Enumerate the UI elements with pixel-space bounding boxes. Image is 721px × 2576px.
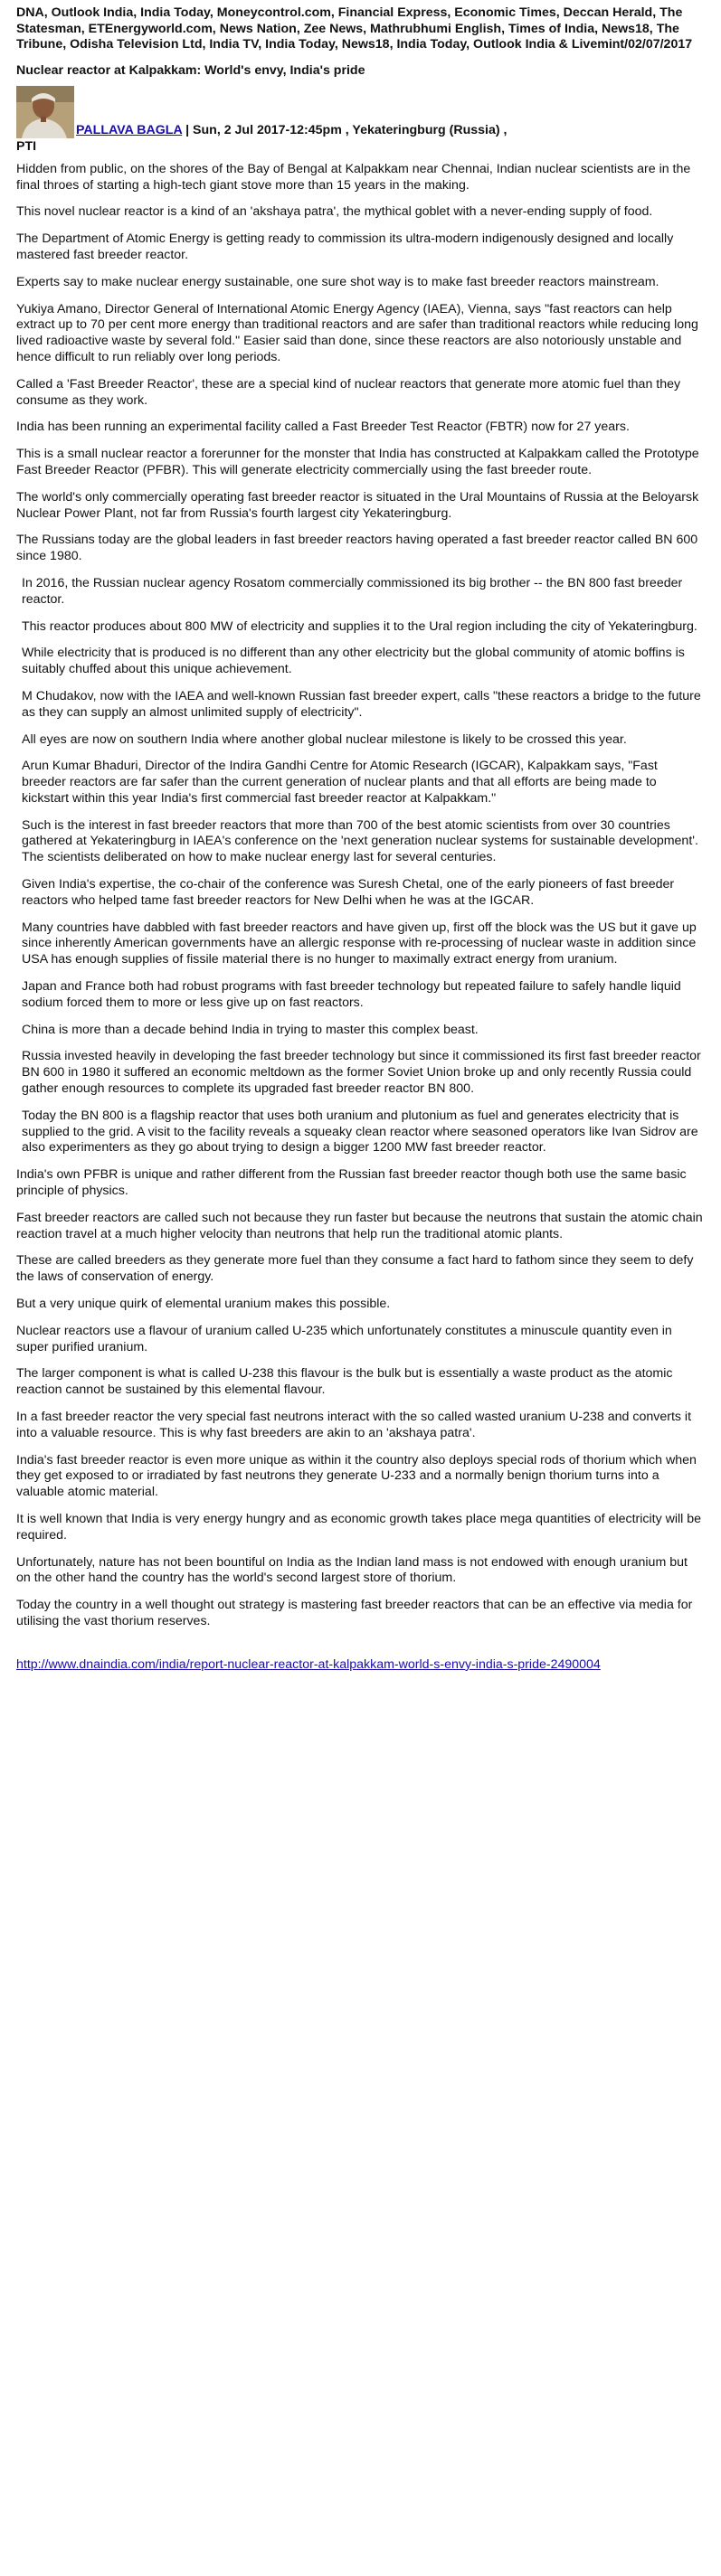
paragraph: In a fast breeder reactor the very special fast neutrons interact with the so called wasted uranium U-238 and converts it into a valuable resource. This is why fast breeders are akin to an 'akshaya patra'.	[16, 1410, 692, 1440]
author-photo-image	[16, 86, 74, 138]
paragraph: Fast breeder reactors are called such not because they run faster but because the neutrons that sustain the atomic chain reaction travel at a much higher velocity than neutrons that help run the traditional atomic plants.	[16, 1210, 703, 1241]
paragraph: Arun Kumar Bhaduri, Director of the Indira Gandhi Centre for Atomic Research (IGCAR), Kalpakkam says, "Fast breeder reactors are far safer than the current generation of nuclear plants and that all efforts are being made to kickstart within this year India's first commercial fast breeder reactor at Kalpakkam."	[22, 759, 658, 806]
paragraph: It is well known that India is very energy hungry and as economic growth takes place mega quantities of electricity will be required.	[16, 1511, 702, 1543]
byline	[16, 86, 705, 138]
source-list: DNA, Outlook India, India Today, Moneycontrol.com, Financial Express, Economic Times, Deccan Herald, The Statesman, ETEnergyworld.com, News Nation, Zee News, Mathrubhumi English, Times of India, News18, The Tribune, Odisha Television Ltd, India TV, India Today, News18, India Today, Outlook India & Livemint/02/07/2017	[16, 5, 693, 52]
paragraph: In 2016, the Russian nuclear agency Rosatom commercially commissioned its big brother -- the BN 800 fast breeder reactor.	[22, 575, 683, 607]
article-body-c	[16, 1167, 705, 1630]
paragraph: This novel nuclear reactor is a kind of an 'akshaya patra', the mythical goblet with a never-ending supply of food.	[16, 204, 653, 220]
paragraph: Russia invested heavily in developing the fast breeder technology but since it commissioned its first fast breeder reactor BN 600 in 1980 it suffered an economic meltdown as the former Soviet Union broke up and only recently Russia could gather enough resources to complete its upgraded fast breeder reactor BN 800.	[22, 1049, 701, 1097]
paragraph: India's fast breeder reactor is even more unique as within it the country also deploys special rods of thorium which when they get exposed to or irradiated by fast neutrons they generate U-233 and a normally benign thorium turns into a valuable atomic material.	[16, 1452, 697, 1500]
paragraph: India's own PFBR is unique and rather different from the Russian fast breeder reactor though both use the same basic principle of physics.	[16, 1167, 687, 1199]
byline-meta: | Sun, 2 Jul 2017-12:45pm , Yekateringburg (Russia) ,	[182, 122, 508, 137]
author-link[interactable]: PALLAVA BAGLA	[76, 122, 183, 137]
paragraph: While electricity that is produced is no different than any other electricity but the global community of atomic boffins is suitably chuffed about this unique achievement.	[22, 646, 685, 677]
paragraph: The Russians today are the global leaders in fast breeder reactors having operated a fast breeder reactor called BN 600 since 1980.	[16, 533, 698, 564]
paragraph: Nuclear reactors use a flavour of uranium called U-235 which unfortunately constitutes a minuscule quantity even in super purified uranium.	[16, 1323, 672, 1354]
paragraph: Hidden from public, on the shores of the Bay of Bengal at Kalpakkam near Chennai, Indian nuclear scientists are in the final throes of starting a high-tech giant stove more than 15 years in the making.	[16, 161, 691, 193]
paragraph: The world's only commercially operating fast breeder reactor is situated in the Ural Mountains of Russia at the Beloyarsk Nuclear Power Plant, not far from Russia's fourth largest city Yekateringburg.	[16, 489, 699, 521]
paragraph: All eyes are now on southern India where another global nuclear milestone is likely to be crossed this year.	[22, 731, 627, 747]
paragraph: But a very unique quirk of elemental uranium makes this possible.	[16, 1297, 391, 1312]
paragraph: This is a small nuclear reactor a forerunner for the monster that India has constructed at Kalpakkam called the Prototype Fast Breeder Reactor (PFBR). This will generate electricity commercially using the fast breeder route.	[16, 447, 699, 477]
paragraph: Called a 'Fast Breeder Reactor', these are a special kind of nuclear reactors that generate more atomic fuel than they consume as they work.	[16, 376, 681, 408]
paragraph: India has been running an experimental facility called a Fast Breeder Test Reactor (FBTR) now for 27 years.	[16, 420, 630, 435]
author-photo	[16, 86, 74, 138]
paragraph: Many countries have dabbled with fast breeder reactors and have given up, first off the block was the US but it gave up since inherently American governments have an allergic response with re-processing of nuclear waste in addition since USA has enough supplies of fissile material there is no hunger to maximally extract energy from uranium.	[22, 920, 697, 967]
paragraph: M Chudakov, now with the IAEA and well-known Russian fast breeder expert, calls "these reactors a bridge to the future as they can supply an almost unlimited supply of electricity".	[22, 688, 701, 720]
article-body-a	[16, 162, 705, 565]
paragraph: China is more than a decade behind India in trying to master this complex beast.	[22, 1022, 479, 1037]
paragraph: These are called breeders as they generate more fuel than they consume a fact hard to fathom since they seem to defy the laws of conservation of energy.	[16, 1253, 694, 1285]
paragraph: Given India's expertise, the co-chair of the conference was Suresh Chetal, one of the early pioneers of fast breeder reactors who helped tame fast breeder reactors for New Delhi when he was at the IGCAR.	[22, 877, 675, 908]
paragraph: Today the country in a well thought out strategy is mastering fast breeder reactors that can be an effective via media for utilising the vast thorium reserves.	[16, 1598, 693, 1628]
byline-agency: PTI	[16, 138, 37, 154]
paragraph: Yukiya Amano, Director General of International Atomic Energy Agency (IAEA), Vienna, says "fast reactors can help extract up to 70 per cent more energy than traditional reactors and are safer than traditional reactors while reducing long lived radioactive waste by several fold." Easier said than done, since these reactors are also notoriously unstable and hence difficult to run reliably over long periods.	[16, 301, 698, 364]
headline: Nuclear reactor at Kalpakkam: World's envy, India's pride	[16, 62, 365, 78]
article-body-b	[16, 576, 705, 1156]
paragraph: The Department of Atomic Energy is getting ready to commission its ultra-modern indigenously designed and locally mastered fast breeder reactor.	[16, 231, 674, 262]
byline-text	[76, 122, 507, 138]
paragraph: The larger component is what is called U-238 this flavour is the bulk but is essentially a waste product as the atomic reaction cannot be sustained by this elemental flavour.	[16, 1366, 673, 1398]
paragraph: This reactor produces about 800 MW of electricity and supplies it to the Ural region including the city of Yekateringburg.	[22, 618, 697, 634]
paragraph: Such is the interest in fast breeder reactors that more than 700 of the best atomic scientists from over 30 countries gathered at Yekateringburg in IAEA's conference on the 'next generation nuclear systems for sustainable development'. The scientists deliberated on how to make nuclear energy last for several centuries.	[22, 817, 698, 865]
paragraph: Experts say to make nuclear energy sustainable, one sure shot way is to make fast breeder reactors mainstream.	[16, 274, 659, 289]
paragraph: Unfortunately, nature has not been bountiful on India as the Indian land mass is not endowed with enough uranium but on the other hand the country has the world's second largest store of thorium.	[16, 1554, 688, 1586]
paragraph: Japan and France both had robust programs with fast breeder technology but repeated failure to safely handle liquid sodium forced them to more or less give up on fast reactors.	[22, 979, 681, 1010]
source-article-link[interactable]: http://www.dnaindia.com/india/report-nuclear-reactor-at-kalpakkam-world-s-envy-india-s-pride-2490004	[16, 1656, 601, 1672]
paragraph: Today the BN 800 is a flagship reactor that uses both uranium and plutonium as fuel and generates electricity that is supplied to the grid. A visit to the facility reveals a squeaky clean reactor where seasoned operators like Ivan Sidrov are also experimenters as they go about trying to design a bigger 1200 MW fast breeder reactor.	[22, 1108, 698, 1156]
